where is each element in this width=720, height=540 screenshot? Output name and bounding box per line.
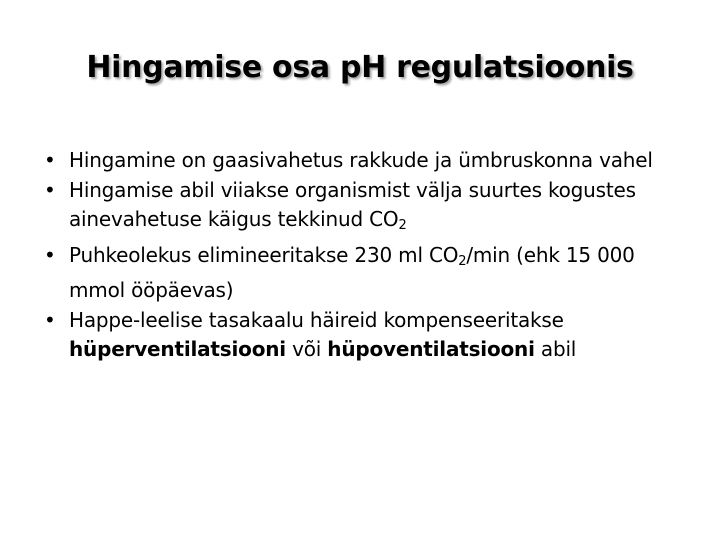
bullet-item-3 [44,241,694,305]
bold-term-hyperventilation: hüperventilatsiooni [69,337,286,361]
slide-title: Hingamise osa pH regulatsioonis [86,50,634,85]
bold-term-hypoventilation: hüpoventilatsiooni [327,337,535,361]
bullet-marker: • [44,148,56,172]
bullet-marker: • [44,178,56,202]
bullet-text: Happe-leelise tasakaalu häireid kompenseeritakse [69,308,564,332]
co2-subscript: 2 [398,218,407,233]
bullet-item-1 [44,146,694,175]
bullet-text-tail: /min (ehk 15 000 mmol ööpäevas) [69,243,635,302]
bullet-list [44,146,694,365]
co2-subscript: 2 [458,254,467,269]
bullet-item-2 [44,176,694,240]
bullet-marker: • [44,308,56,332]
bullet-item-4 [44,306,694,364]
bullet-text: Hingamise abil viiakse organismist välja suurtes kogustes ainevahetuse käigus tekkinud CO [69,178,636,231]
bullet-marker: • [44,243,56,267]
bullet-text: Puhkeolekus elimineeritakse 230 ml CO [69,243,459,267]
bullet-text-tail: abil [534,337,577,361]
bullet-text: Hingamine on gaasivahetus rakkude ja ümbruskonna vahel [69,148,653,172]
bullet-text-middle: või [285,337,328,361]
